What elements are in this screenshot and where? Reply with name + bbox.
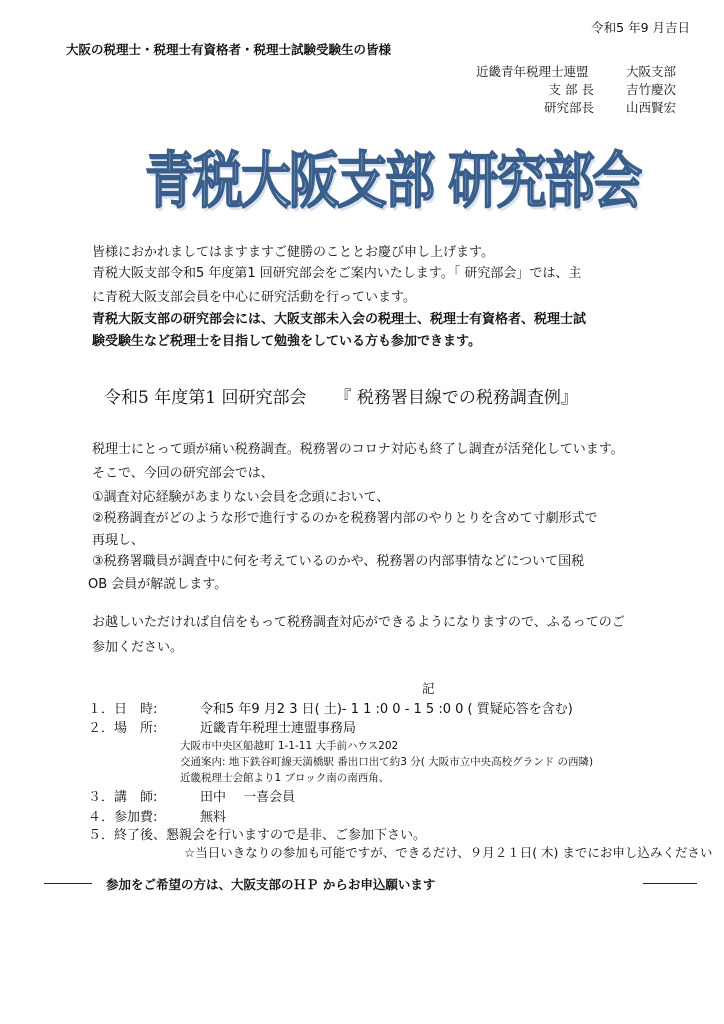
registration-note: ☆当日いきなりの参加も可能ですが、できるだけ、９月２１日( 木) までにお申し込みください [184,845,713,860]
event-topic: 『 税務署目線での税務調査例』 [334,388,578,408]
intro-line: 験受験生など税理士を目指して勉強をしている方も参加できます。 [92,334,481,349]
divider-left [44,883,92,884]
detail-label: ４．参加費: [88,810,158,825]
page-title: 青税大阪支部 研究部会 [145,145,641,217]
sender-name: 山西賢宏 [626,100,677,115]
detail-place [88,717,356,736]
sender-name: 吉竹慶次 [626,82,677,97]
detail-value: 令和5 年9 月2 3 日( 土)- 1 1 :0 0 - 1 5 :0 0 ( 質疑応答を含む) [200,702,573,717]
intro-line: 青税大阪支部令和5 年度第1 回研究部会をご案内いたします。「 研究部会」では、主 [92,266,582,281]
description-line: ①調査対応経験があまりない会員を念頭において、 [92,490,390,505]
ki-marker: 記 [422,681,435,696]
document-date: 令和5 年9 月吉日 [591,20,690,35]
detail-fee [88,806,226,825]
description-line: ③税務署職員が調査中に何を考えているのかや、税務署の内部事情などについて国税 [92,554,585,569]
apply-instruction: 参加をご希望の方は、大阪支部のＨＰ からお申込願います [106,877,436,892]
detail-transit: 交通案内: 地下鉄谷町線天満橋駅 番出口出て約3 分( 大阪市立中央高校グランド の西隣) [180,756,594,768]
intro-line: 青税大阪支部の研究部会には、大阪支部未入会の税理士、税理士有資格者、税理士試 [92,312,587,327]
sender-org-name: 大阪支部 [626,64,677,79]
event-name: 令和5 年度第1 回研究部会 [104,388,307,408]
divider-right [643,883,697,884]
description-line: お越しいただければ自信をもって税務調査対応ができるようになりますので、ふるってのご [92,615,625,630]
detail-address: 大阪市中央区船越町 1-1-11 大手前ハウス202 [180,740,399,752]
sender-org-label: 近畿青年税理士連盟 [476,64,589,79]
detail-label: １．日 時: [88,702,158,717]
detail-value: 近畿青年税理士連盟事務局 [200,721,357,736]
detail-date [88,698,573,717]
description-line: そこで、今回の研究部会では、 [92,466,274,481]
sender-org [476,62,676,80]
addressee: 大阪の税理士・税理士有資格者・税理士試験受験生の皆様 [66,42,392,57]
sender-role: 研究部長 [543,100,594,115]
detail-speaker [88,786,295,805]
description-line: 税理士にとって頭が痛い税務調査。税務署のコロナ対応も終了し調査が活発化しています。 [92,442,624,457]
sender-role: 支 部 長 [548,82,594,97]
description-line: ②税務調査がどのような形で進行するのかを税務署内部のやりとりを含めて寸劇形式で [92,511,598,526]
description-line: 再現し、 [92,533,145,548]
detail-label: ３．講 師: [88,790,158,805]
detail-value: 田中 一喜会員 [200,790,296,805]
sender-branch-head [476,80,676,98]
intro-line: に青税大阪支部会員を中心に研究活動を行っています。 [92,290,416,305]
description-line: OB 会員が解説します。 [88,577,228,592]
intro-line: 皆様におかれましてはますますご健勝のこととお慶び申し上げます。 [92,245,494,260]
detail-landmark: 近畿税理士会館より1 ブロック南の南西角、 [180,772,390,784]
sender-research-head [476,98,676,116]
detail-label: ２．場 所: [88,721,158,736]
section-heading [104,383,578,408]
detail-value: 無料 [200,810,227,825]
detail-after-party: ５．終了後、懇親会を行いますので是非、ご参加下さい。 [88,828,427,843]
description-line: 参加ください。 [92,640,184,655]
